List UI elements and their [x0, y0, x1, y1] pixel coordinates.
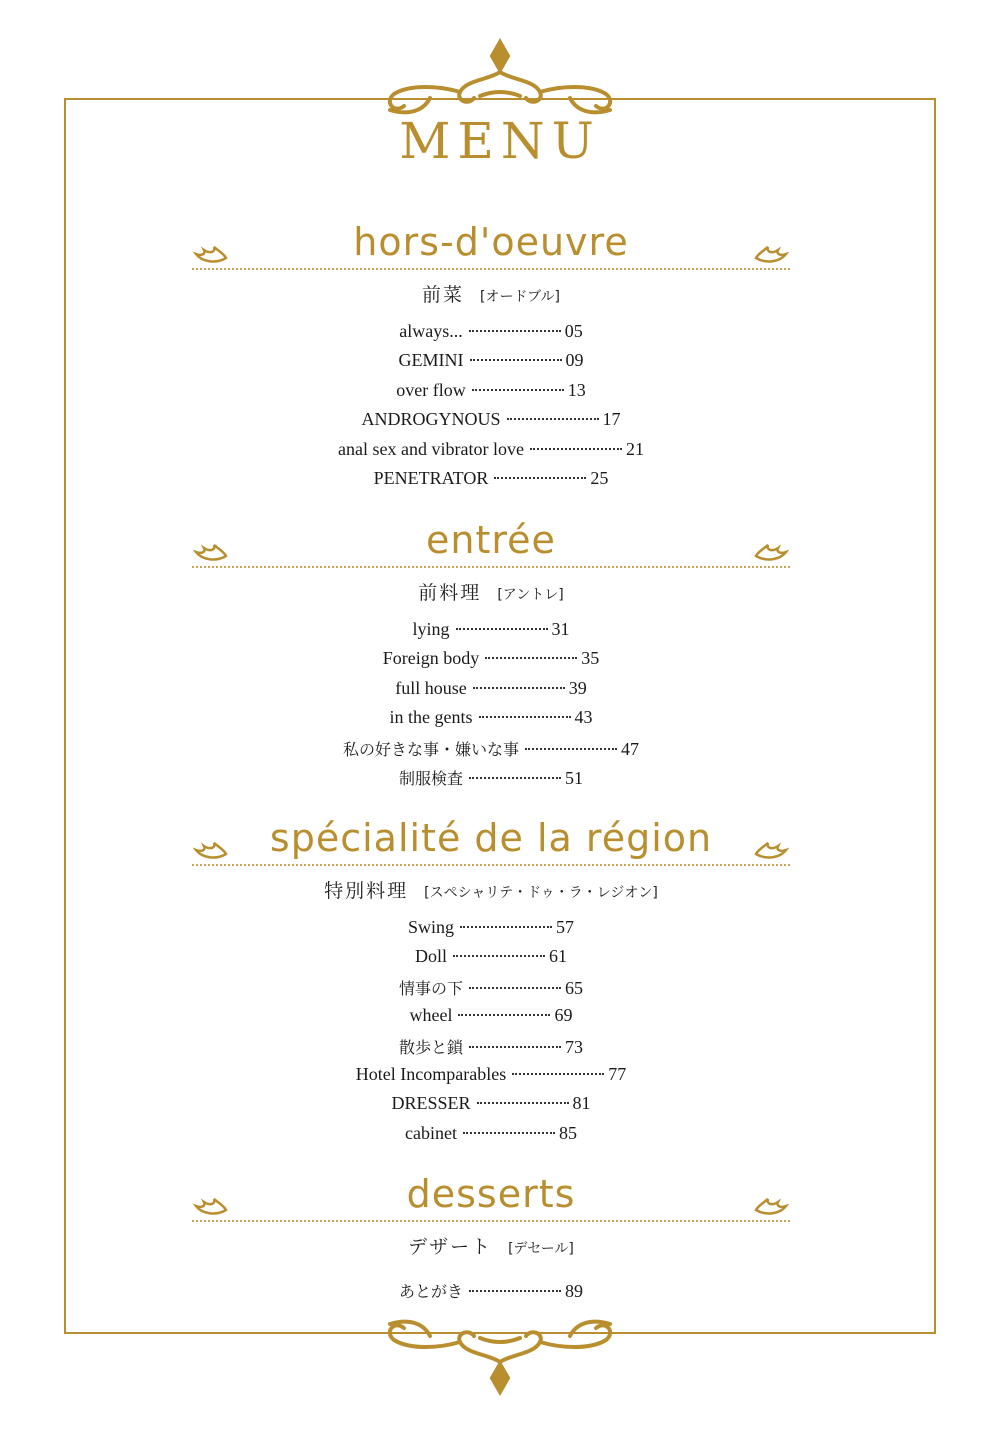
- dot-leader: [460, 926, 552, 928]
- entry-page: 17: [602, 409, 621, 430]
- section-subtitle: [192, 280, 790, 307]
- entry-title: Foreign body: [382, 648, 480, 669]
- subtitle-reading: [アントレ]: [497, 587, 564, 603]
- menu-entry: [192, 468, 790, 497]
- entry-page: 39: [568, 677, 587, 698]
- entry-title: always...: [399, 321, 463, 341]
- scroll-ornament-icon: [370, 1308, 630, 1398]
- section-hors-doeuvre: [192, 220, 790, 497]
- dot-leader: [512, 1073, 604, 1075]
- section-subtitle: [192, 876, 790, 903]
- menu-entry: [192, 1279, 790, 1308]
- entry-title: lying: [412, 619, 450, 639]
- entry-page: 25: [590, 467, 609, 488]
- section-specialite: [192, 816, 790, 1152]
- subtitle-reading: [スペシャリテ・ドゥ・ラ・レジオン]: [424, 885, 658, 901]
- entry-title: DRESSER: [391, 1093, 471, 1114]
- dot-leader: [469, 1290, 561, 1292]
- dot-leader: [456, 628, 548, 630]
- entry-title: 散歩と鎖: [398, 1037, 463, 1057]
- subtitle-text: 前料理: [418, 582, 482, 604]
- entry-title: over flow: [396, 379, 466, 400]
- entry-title: anal sex and vibrator love: [338, 438, 524, 459]
- dotted-divider: [192, 268, 790, 270]
- dot-leader: [473, 687, 565, 689]
- dot-leader: [494, 477, 586, 479]
- entry-title: full house: [395, 677, 467, 698]
- entry-title: in the gents: [389, 707, 473, 728]
- subtitle-reading: [オードブル]: [480, 289, 560, 305]
- section-subtitle: [192, 1232, 790, 1259]
- entry-page: 81: [572, 1093, 591, 1114]
- menu-entry: [192, 707, 790, 736]
- dotted-divider: [192, 864, 790, 866]
- menu-entry: [192, 350, 790, 379]
- dot-leader: [469, 330, 561, 332]
- menu-entry: [192, 1123, 790, 1152]
- dot-leader: [469, 777, 561, 779]
- section-title: spécialité de la région: [269, 816, 713, 860]
- wing-icon: [754, 840, 790, 862]
- entry-title: 制服検査: [398, 768, 463, 788]
- entry-page: 89: [565, 1281, 583, 1301]
- menu-entry: [192, 1093, 790, 1122]
- menu-entry: [192, 1035, 790, 1064]
- entry-page: 61: [549, 946, 567, 967]
- entry-title: Swing: [407, 917, 454, 937]
- menu-entry: [192, 619, 790, 648]
- entry-page: 35: [581, 648, 600, 669]
- entry-page: 43: [574, 707, 593, 728]
- entry-page: 65: [565, 977, 583, 998]
- entry-title: GEMINI: [398, 350, 464, 371]
- section-subtitle: [192, 578, 790, 605]
- entry-title: 私の好きな事・嫌いな事: [342, 739, 519, 759]
- section-title: desserts: [406, 1172, 576, 1216]
- entry-page: 13: [567, 379, 586, 400]
- entry-page: 85: [558, 1122, 577, 1143]
- entry-title: Doll: [414, 946, 447, 967]
- entry-page: 57: [556, 917, 574, 937]
- menu-entry: [192, 766, 790, 795]
- dot-leader: [453, 955, 545, 957]
- entry-title: wheel: [409, 1005, 453, 1026]
- entry-title: ANDROGYNOUS: [361, 409, 501, 430]
- menu-entry: [192, 648, 790, 677]
- menu-entry: [192, 678, 790, 707]
- dot-leader: [530, 448, 622, 450]
- dot-leader: [469, 1046, 561, 1048]
- dotted-divider: [192, 566, 790, 568]
- section-title: hors-d'oeuvre: [353, 220, 629, 264]
- menu-entry: [192, 380, 790, 409]
- subtitle-text: 前菜: [422, 284, 465, 306]
- dot-leader: [479, 716, 571, 718]
- dot-leader: [525, 748, 617, 750]
- dot-leader: [507, 418, 599, 420]
- entry-title: 情事の下: [398, 978, 463, 998]
- entry-title: Hotel Incomparables: [355, 1063, 507, 1084]
- menu-entry: [192, 737, 790, 766]
- subtitle-reading: [デセール]: [508, 1241, 574, 1257]
- entry-page: 05: [564, 321, 583, 341]
- menu-entry: [192, 1064, 790, 1093]
- dot-leader: [463, 1132, 555, 1134]
- wing-icon: [754, 244, 790, 266]
- menu-entry: [192, 976, 790, 1005]
- wing-icon: [754, 542, 790, 564]
- menu-entry: [192, 439, 790, 468]
- subtitle-text: 特別料理: [324, 880, 409, 902]
- dot-leader: [472, 389, 564, 391]
- dotted-divider: [192, 1220, 790, 1222]
- dot-leader: [458, 1014, 550, 1016]
- entry-page: 09: [565, 350, 584, 371]
- entry-title: あとがき: [398, 1282, 463, 1301]
- section-entree: [192, 518, 790, 795]
- menu-entry: [192, 1005, 790, 1034]
- entry-page: 69: [554, 1005, 573, 1026]
- dot-leader: [485, 657, 577, 659]
- entry-page: 31: [551, 619, 570, 639]
- menu-entry: [192, 917, 790, 946]
- entry-page: 47: [621, 738, 639, 759]
- subtitle-text: デザート: [408, 1236, 493, 1258]
- entry-page: 21: [625, 438, 644, 459]
- menu-entry: [192, 946, 790, 975]
- entry-title: PENETRATOR: [373, 467, 489, 488]
- dot-leader: [470, 359, 562, 361]
- entry-page: 73: [565, 1036, 583, 1057]
- menu-title: MENU: [399, 112, 601, 170]
- wing-icon: [754, 1196, 790, 1218]
- dot-leader: [477, 1102, 569, 1104]
- entry-page: 77: [608, 1063, 627, 1084]
- section-title: entrée: [426, 518, 556, 562]
- entry-title: cabinet: [405, 1122, 457, 1143]
- section-desserts: [192, 1172, 790, 1308]
- menu-entry: [192, 409, 790, 438]
- dot-leader: [469, 987, 561, 989]
- menu-entry: [192, 321, 790, 350]
- entry-page: 51: [565, 767, 583, 788]
